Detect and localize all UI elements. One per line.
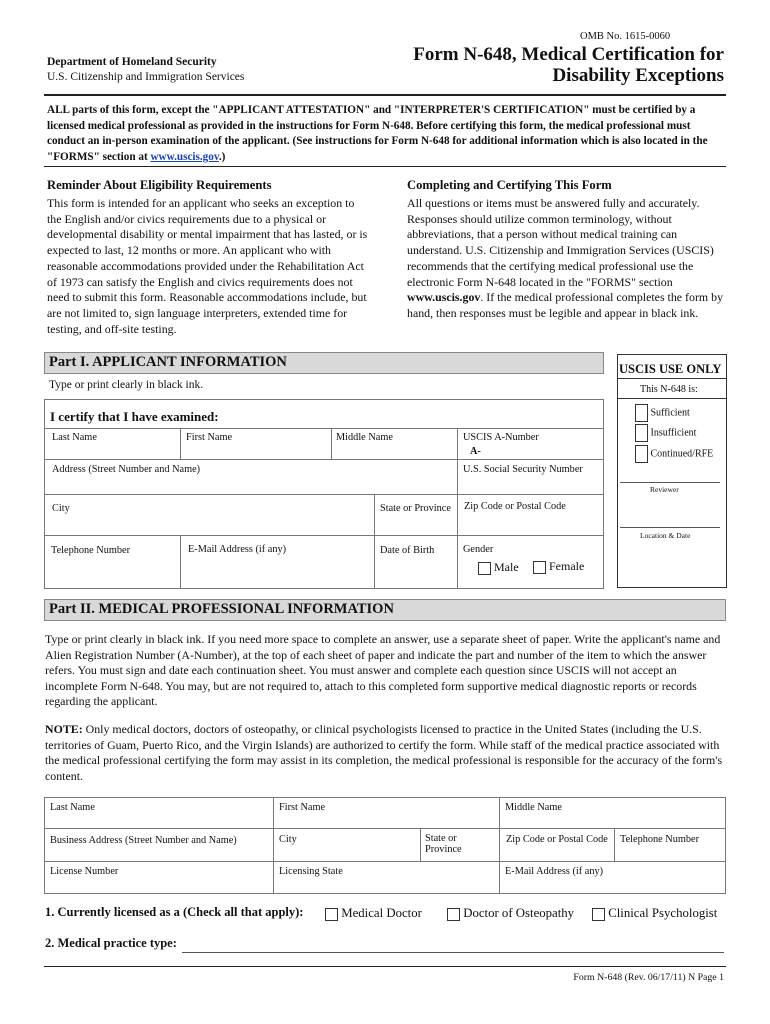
applicant-state-field[interactable] (374, 494, 458, 536)
doctor-middle-name-label: Middle Name (505, 802, 562, 813)
header-rule (44, 94, 726, 96)
psychologist-label: Clinical Psychologist (608, 906, 718, 920)
completing-link: www.uscis.gov (407, 290, 481, 305)
female-checkbox[interactable] (533, 561, 546, 574)
doctor-last-name-label: Last Name (50, 802, 95, 813)
footer-rule (44, 966, 726, 967)
doctor-zip-field[interactable] (499, 828, 615, 862)
intro-text: ALL parts of this form, except the "APPLICANT ATTESTATION" and "INTERPRETER'S CERTIFICATION" must be certified by a licensed medical professional as provided in the instructions for Form N-648. Before certifying this form, the medical professional must conduct an in-person examination of the applicant. (See instructions for Form N-648 for additional information which is also located in the "FORMS" section at (47, 104, 708, 163)
intro-link[interactable]: www.uscis.gov (150, 150, 219, 163)
note-label: NOTE: (45, 722, 83, 736)
uscis-title-rule (618, 378, 727, 379)
agency-name: U.S. Citizenship and Immigration Services (47, 71, 245, 83)
osteopathy-checkbox[interactable] (447, 908, 460, 921)
question2-label: 2. Medical practice type: (45, 936, 177, 950)
gender-label: Gender (463, 544, 494, 555)
gender-female-option[interactable] (533, 559, 584, 574)
intro-notice (47, 103, 727, 165)
doctor-phone-label: Telephone Number (620, 834, 700, 845)
psychologist-option[interactable] (592, 906, 717, 921)
ssn-label: U.S. Social Security Number (463, 464, 583, 475)
uscis-use-only-title: USCIS USE ONLY (619, 362, 722, 376)
gender-male-option[interactable] (478, 560, 519, 575)
practice-type-field[interactable] (182, 952, 724, 953)
applicant-email-field[interactable] (180, 535, 375, 589)
omb-number: OMB No. 1615-0060 (580, 31, 671, 42)
page-footer: Form N-648 (Rev. 06/17/11) N Page 1 (573, 972, 724, 983)
phone-label: Telephone Number (51, 545, 131, 556)
continued-checkbox[interactable] (635, 445, 648, 463)
part2-instructions: Type or print clearly in black ink. If you need more space to complete an answer, use a separate sheet of paper. Write the applicant's name and Alien Registration Number (A-Number), at the top of each sheet of paper and indicate the part and number of the item to which the answer refers. You must sign and date each continuation sheet. You must answer and complete each question since USCIS will not accept an incomplete Form N-648. You may, but are not required to, attach to this completed form supportive medical diagnostic reports or records regarding the applicant. (45, 632, 721, 708)
insufficient-option[interactable] (635, 424, 696, 442)
insufficient-checkbox[interactable] (635, 424, 648, 442)
note-text: Only medical doctors, doctors of osteopathy, or clinical psychologists licensed to practice in the United States (including the U.S. territories of Guam, Puerto Rico, and the Virgin Islands) are authorized to certify the form. While staff of the medical practice associated with the medical professional certifying the form may assist in its completion, the medical professional is responsible for the accuracy of the form's content. (45, 722, 723, 783)
question1-label: 1. Currently licensed as a (Check all that apply): (45, 905, 304, 919)
form-title-line2: Disability Exceptions (552, 65, 724, 86)
applicant-first-name-field[interactable] (180, 428, 332, 460)
osteopathy-option[interactable] (447, 906, 574, 921)
dob-label: Date of Birth (380, 545, 435, 556)
sufficient-label: Sufficient (650, 407, 690, 419)
address-label: Address (Street Number and Name) (52, 464, 201, 475)
form-title-line1: Form N-648, Medical Certification for (413, 44, 724, 65)
license-number-label: License Number (50, 866, 119, 877)
zip-label: Zip Code or Postal Code (464, 501, 566, 512)
doctor-zip-label: Zip Code or Postal Code (506, 834, 608, 845)
medical-doctor-option[interactable] (325, 906, 422, 921)
doctor-last-name-field[interactable] (44, 797, 274, 829)
licensing-state-field[interactable] (273, 861, 500, 894)
business-address-label: Business Address (Street Number and Name) (50, 835, 237, 846)
part2-note (45, 722, 727, 784)
eligibility-text: This form is intended for an applicant who seeks an exception to the English and/or civics requirements due to a physical or developmental disability or mental impairment that has lasted, or is expected to last, 12 months or more. An applicant who with reasonable accommodations provided under the Rehabilitation Act of 1973 can satisfy the English and civics requirements does not need to submit this form. Reasonable accommodations include, but are not limited to, sign language interpreters, extended time for testing, and off-site testing. (47, 196, 368, 336)
eligibility-heading: Reminder About Eligibility Requirements (47, 178, 272, 192)
sufficient-checkbox[interactable] (635, 404, 648, 422)
doctor-email-field[interactable] (499, 861, 726, 894)
doctor-first-name-label: First Name (279, 802, 326, 813)
doctor-city-label: City (279, 834, 297, 845)
licensing-state-label: Licensing State (279, 866, 343, 877)
doctor-phone-field[interactable] (614, 828, 726, 862)
intro-rule (44, 166, 726, 167)
continued-option[interactable] (635, 445, 713, 463)
certify-label: I certify that I have examined: (50, 409, 219, 424)
male-checkbox[interactable] (478, 562, 491, 575)
business-address-field[interactable] (44, 828, 274, 862)
applicant-city-field[interactable] (44, 494, 375, 536)
applicant-middle-name-field[interactable] (331, 428, 458, 460)
doctor-state-label: State or Province (425, 833, 462, 855)
medical-doctor-label: Medical Doctor (341, 906, 422, 920)
middle-name-label: Middle Name (336, 432, 393, 443)
completing-text-b: . If the medical professional completes the form by hand, then responses must be legible and appear in black ink. (407, 290, 724, 320)
psychologist-checkbox[interactable] (592, 908, 605, 921)
doctor-city-field[interactable] (273, 828, 421, 862)
completing-text (407, 196, 729, 322)
applicant-phone-field[interactable] (44, 535, 181, 589)
first-name-label: First Name (186, 432, 233, 443)
a-number-prefix: A- (470, 446, 481, 457)
applicant-last-name-field[interactable] (44, 428, 181, 460)
uscis-subtitle-rule (618, 398, 727, 399)
applicant-zip-field[interactable] (457, 494, 604, 536)
sufficient-option[interactable] (635, 404, 690, 422)
male-label: Male (494, 560, 519, 574)
doctor-state-field[interactable] (420, 828, 500, 862)
female-label: Female (549, 559, 585, 573)
uscis-subtitle: This N-648 is: (640, 384, 698, 395)
part1-instruction: Type or print clearly in black ink. (49, 379, 204, 391)
doctor-email-label: E-Mail Address (if any) (505, 866, 604, 877)
city-label: City (52, 503, 70, 514)
state-label: State or Province (380, 503, 451, 514)
applicant-address-field[interactable] (44, 459, 458, 495)
continued-label: Continued/RFE (650, 448, 714, 460)
a-number-label: USCIS A-Number (463, 432, 539, 443)
part2-title: Part II. MEDICAL PROFESSIONAL INFORMATION (44, 599, 726, 621)
medical-doctor-checkbox[interactable] (325, 908, 338, 921)
applicant-dob-field[interactable] (374, 535, 458, 589)
form-title (324, 44, 724, 86)
applicant-a-number-field[interactable] (457, 428, 604, 460)
reviewer-label: Reviewer (650, 485, 679, 494)
intro-tail: .) (218, 150, 226, 163)
location-date-label: Location & Date (640, 531, 691, 540)
completing-heading: Completing and Certifying This Form (407, 178, 612, 192)
completing-text-a: All questions or items must be answered fully and accurately. Responses should utilize common terminology, without abbreviations, that a person without medical training can understand. U.S. Citizenship and Immigration Services (USCIS) recommends that the certifying medical professional use the electronic Form N-648 located in the "FORMS" section (407, 196, 714, 289)
doctor-middle-name-field[interactable] (499, 797, 726, 829)
applicant-ssn-field[interactable] (457, 459, 604, 495)
osteopathy-label: Doctor of Osteopathy (463, 906, 575, 920)
reviewer-line (620, 482, 720, 483)
insufficient-label: Insufficient (650, 427, 697, 439)
license-number-field[interactable] (44, 861, 274, 894)
doctor-first-name-field[interactable] (273, 797, 500, 829)
email-label: E-Mail Address (if any) (188, 544, 287, 555)
department-name: Department of Homeland Security (47, 56, 217, 68)
last-name-label: Last Name (52, 432, 97, 443)
location-line (620, 527, 720, 528)
part1-title: Part I. APPLICANT INFORMATION (44, 352, 604, 374)
